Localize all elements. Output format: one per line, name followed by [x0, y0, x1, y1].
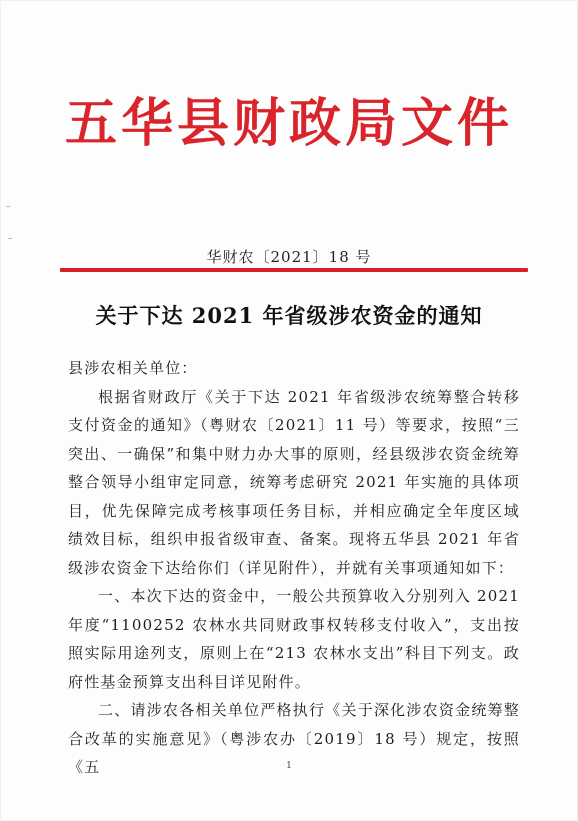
- salutation: 县涉农相关单位：: [68, 359, 198, 377]
- notice-title: 关于下达 2021 年省级涉农资金的通知: [95, 303, 483, 328]
- issuer-header-title: 五华县财政局文件: [64, 93, 513, 154]
- scan-artifact: [6, 206, 10, 207]
- scan-artifact: [8, 238, 12, 239]
- body-paragraph-2: 一、本次下达的资金中，一般公共预算收入分别列入 2021 年度“1100252 农林水共同财政事权转移支付收入”，支出按照实际用途列支，原则上在“213 农林水支出”科目下列支。政府性基金预算支出科目详见附件。: [68, 587, 520, 691]
- page-number: 1: [286, 761, 292, 771]
- notice-body: [68, 354, 520, 782]
- red-divider-rule: [60, 268, 528, 272]
- document-number: 华财农〔2021〕18 号: [206, 248, 372, 266]
- body-paragraph-1: 根据省财政厅《关于下达 2021 年省级涉农统筹整合转移支付资金的通知》（粤财农〔2021〕11 号）等要求，按照“三突出、一确保”和集中财力办大事的原则，经县级涉农资金统筹整合领导小组审定同意，统筹考虑研究 2021 年实施的具体项目，优先保障完成考核事项任务目标，并相应确定全年度区域绩效目标，组织申报省级审查、备案。现将五华县 2021 年省级涉农资金下达给你们（详见附件），并就有关事项通知如下：: [68, 387, 520, 577]
- body-paragraph-3: 二、请涉农各相关单位严格执行《关于深化涉农资金统筹整合改革的实施意见》（粤涉农办〔2019〕18 号）规定，按照《五: [68, 701, 520, 776]
